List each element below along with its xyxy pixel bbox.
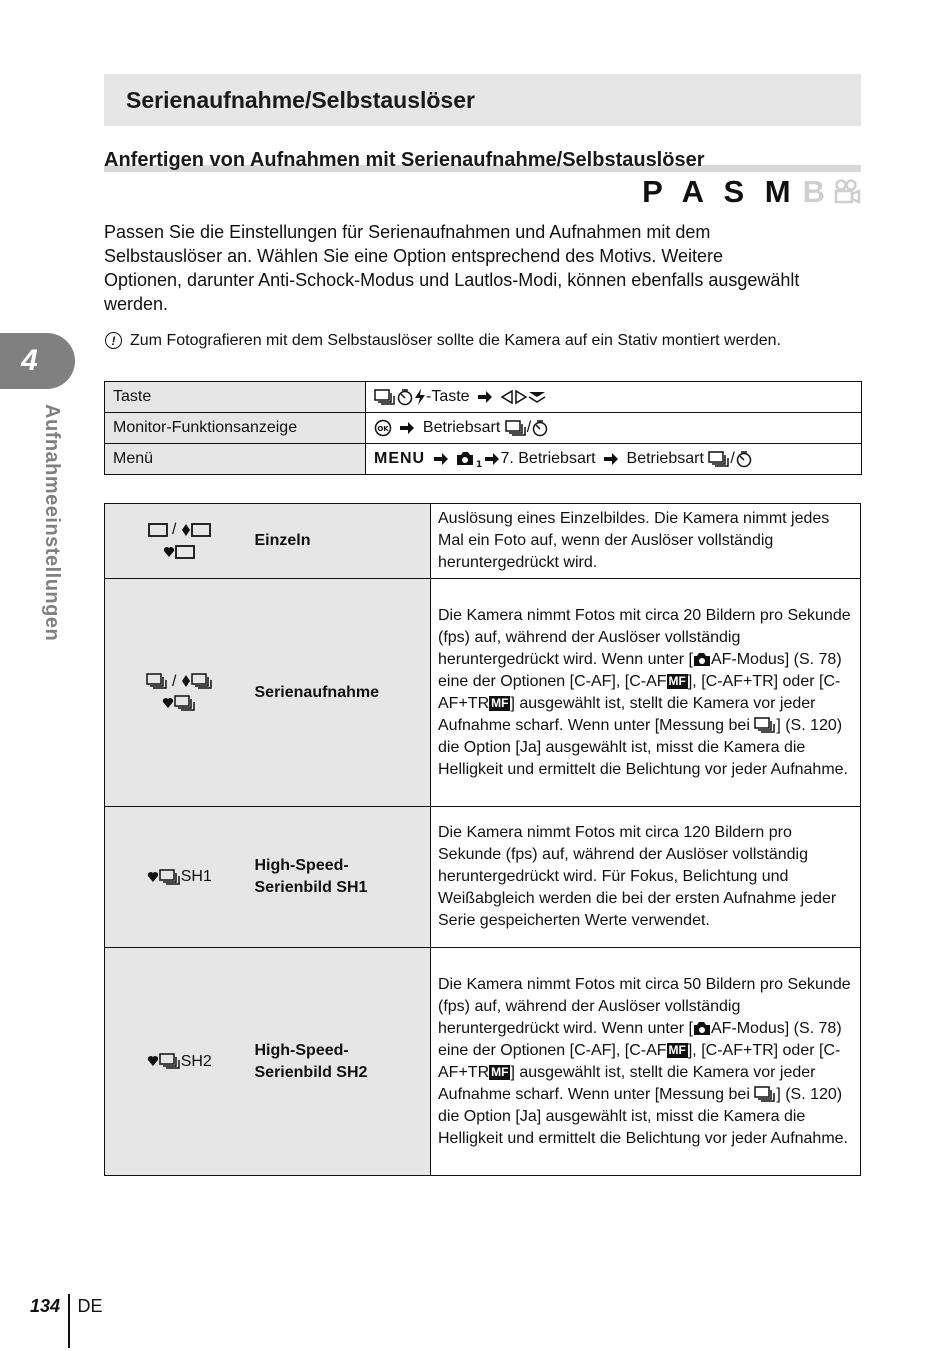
arrow-right-icon bbox=[399, 421, 415, 435]
single-frame-icon bbox=[148, 523, 168, 537]
mode-symbol bbox=[105, 504, 255, 579]
desc-part: ] ausgewählt ist, stellt die Kamera vor jeder Aufnahme scharf. Wenn unter [Messung bei bbox=[438, 1063, 816, 1103]
access-label: Taste bbox=[105, 382, 366, 413]
sequential-icon bbox=[754, 717, 776, 733]
button-label: -Taste bbox=[426, 388, 470, 406]
arrow-right-icon bbox=[603, 452, 619, 466]
active-modes: P A S M bbox=[642, 174, 797, 209]
arrow-right-icon bbox=[484, 452, 500, 466]
self-timer-icon bbox=[396, 388, 414, 406]
silent-heart-icon bbox=[147, 871, 159, 883]
mode-name: High-Speed-Serienbild SH2 bbox=[255, 948, 431, 1176]
shooting-modes bbox=[642, 174, 861, 210]
arrow-down-icon bbox=[528, 390, 546, 404]
mf-badge: MF bbox=[668, 1042, 686, 1057]
sequential-icon bbox=[159, 869, 181, 885]
mode-description bbox=[431, 948, 861, 1176]
mode-name: Serienaufnahme bbox=[255, 579, 431, 807]
chapter-tab: 4 bbox=[0, 333, 75, 389]
symbol-sep: / bbox=[172, 521, 177, 538]
symbol-sep: / bbox=[172, 672, 177, 690]
mode-name: Einzeln bbox=[255, 504, 431, 579]
symbol-suffix: SH2 bbox=[180, 1052, 212, 1070]
access-value: OK Betriebsart / bbox=[366, 413, 862, 444]
arrow-right-icon bbox=[433, 452, 449, 466]
mode-description: Auslösung eines Einzelbildes. Die Kamera nimmt jedes Mal ein Foto auf, wenn der Auslöser vollständig heruntergedrückt wird. bbox=[431, 504, 861, 579]
table-row bbox=[105, 807, 861, 948]
sequential-icon bbox=[159, 1053, 181, 1069]
inactive-mode-b: B bbox=[802, 174, 831, 209]
desc-part: ], [C-AF+TR] oder [C-AF+TR bbox=[438, 672, 841, 712]
desc-part: ] (S. 120) die Option [Ja] ausgewählt ist, misst die Kamera die Helligkeit und ermittelt die Belichtung vor jeder Aufnahme. bbox=[438, 1085, 848, 1147]
mf-badge: MF bbox=[668, 673, 686, 688]
subheading: Anfertigen von Aufnahmen mit Serienaufnahme/Selbstauslöser bbox=[104, 146, 861, 172]
chapter-label: Aufnahmeeinstellungen bbox=[41, 404, 63, 642]
access-row-monitor bbox=[105, 413, 862, 444]
mf-badge: MF bbox=[491, 695, 509, 710]
note-text: Zum Fotografieren mit dem Selbstauslöser sollte die Kamera auf ein Stativ montiert werden. bbox=[130, 332, 781, 349]
flash-icon bbox=[414, 388, 426, 406]
access-row-button bbox=[105, 382, 862, 413]
single-frame-icon bbox=[175, 545, 195, 559]
mode-symbol bbox=[105, 807, 255, 948]
svg-text:1: 1 bbox=[476, 459, 483, 470]
access-label: Monitor-Funktionsanzeige bbox=[105, 413, 366, 444]
intro-paragraph: Passen Sie die Einstellungen für Serienaufnahmen und Aufnahmen mit dem Selbstauslöser an. Wählen Sie eine Option entsprechend des Motivs. Weitere Optionen, darunter Anti-Schock-Modus und Lautlos-Modi, können ebenfalls ausgewählt werden. bbox=[104, 222, 800, 314]
camera-icon bbox=[456, 450, 483, 470]
footer-divider bbox=[68, 1294, 70, 1348]
access-table bbox=[104, 381, 862, 475]
movie-icon bbox=[833, 179, 861, 205]
table-row bbox=[105, 579, 861, 807]
table-row bbox=[105, 504, 861, 579]
desc-part: Die Kamera nimmt Fotos mit circa 20 Bildern pro Sekunde (fps) auf, während der Auslöser vollständig heruntergedrückt wird. Wenn unter [ bbox=[438, 606, 851, 668]
anti-shock-icon bbox=[181, 674, 191, 688]
note bbox=[104, 330, 844, 352]
desc-part: ] ausgewählt ist, stellt die Kamera vor jeder Aufnahme scharf. Wenn unter [Messung bei bbox=[438, 694, 816, 734]
menu-word: MENU bbox=[374, 450, 426, 468]
access-value bbox=[366, 382, 862, 413]
language-code: DE bbox=[77, 1296, 103, 1316]
single-frame-icon bbox=[191, 523, 211, 537]
monitor-label: Betriebsart bbox=[422, 419, 501, 437]
mode-name: High-Speed-Serienbild SH1 bbox=[255, 807, 431, 948]
access-row-menu bbox=[105, 444, 862, 475]
self-timer-icon bbox=[531, 419, 549, 437]
arrow-right-outline-icon bbox=[514, 390, 528, 404]
mode-description bbox=[431, 579, 861, 807]
page-number: 134 bbox=[30, 1296, 61, 1316]
sequential-icon bbox=[754, 1086, 776, 1102]
mode-symbol bbox=[105, 579, 255, 807]
symbol-suffix: SH1 bbox=[180, 868, 212, 885]
access-value: MENU 1 7. Betriebsart Betriebsart / bbox=[366, 444, 862, 475]
mf-badge: MF bbox=[491, 1064, 509, 1079]
drive-modes-table bbox=[104, 503, 861, 1176]
ok-icon bbox=[374, 419, 392, 437]
sequential-icon bbox=[505, 420, 527, 436]
silent-heart-icon bbox=[147, 1055, 159, 1067]
caution-icon: ! bbox=[105, 332, 122, 349]
sequential-icon bbox=[191, 673, 213, 689]
sequential-icon bbox=[146, 673, 168, 689]
camera-icon bbox=[693, 1021, 711, 1036]
mode-symbol bbox=[105, 948, 255, 1176]
svg-text:OK: OK bbox=[377, 424, 389, 433]
menu-end: Betriebsart bbox=[626, 450, 704, 468]
arrow-right-icon bbox=[477, 390, 493, 404]
desc-part: AF-Modus] (S. 78) eine der Optionen [C-AF], [C-AF bbox=[438, 1019, 842, 1059]
mode-description: Die Kamera nimmt Fotos mit circa 120 Bildern pro Sekunde (fps) auf, während der Auslöser vollständig heruntergedrückt wird. Für Fokus, Belichtung und Weißabgleich werden die bei der ersten Aufnahme jeder Serie gespeicherten Werte verwendet. bbox=[431, 807, 861, 948]
desc-part: AF-Modus] (S. 78) eine der Optionen [C-AF], [C-AF bbox=[438, 650, 842, 690]
desc-part: ] (S. 120) die Option [Ja] ausgewählt ist, misst die Kamera die Helligkeit und ermittelt die Belichtung vor jeder Aufnahme. bbox=[438, 716, 848, 778]
menu-step: 7. Betriebsart bbox=[500, 450, 596, 468]
camera-icon bbox=[693, 652, 711, 667]
sequential-icon bbox=[374, 389, 396, 405]
silent-heart-icon bbox=[162, 697, 174, 709]
page-footer bbox=[30, 1296, 103, 1348]
access-label: Menü bbox=[105, 444, 366, 475]
self-timer-icon bbox=[735, 450, 753, 468]
sequential-icon bbox=[174, 695, 196, 711]
silent-heart-icon bbox=[163, 546, 175, 558]
section-title: Serienaufnahme/Selbstauslöser bbox=[104, 74, 861, 126]
arrow-left-icon bbox=[500, 390, 514, 404]
anti-shock-icon bbox=[181, 523, 191, 537]
desc-part: ], [C-AF+TR] oder [C-AF+TR bbox=[438, 1041, 841, 1081]
sequential-icon bbox=[708, 451, 730, 467]
desc-part: Die Kamera nimmt Fotos mit circa 50 Bildern pro Sekunde (fps) auf, während der Auslöser vollständig heruntergedrückt wird. Wenn unter [ bbox=[438, 975, 851, 1037]
table-row bbox=[105, 948, 861, 1176]
